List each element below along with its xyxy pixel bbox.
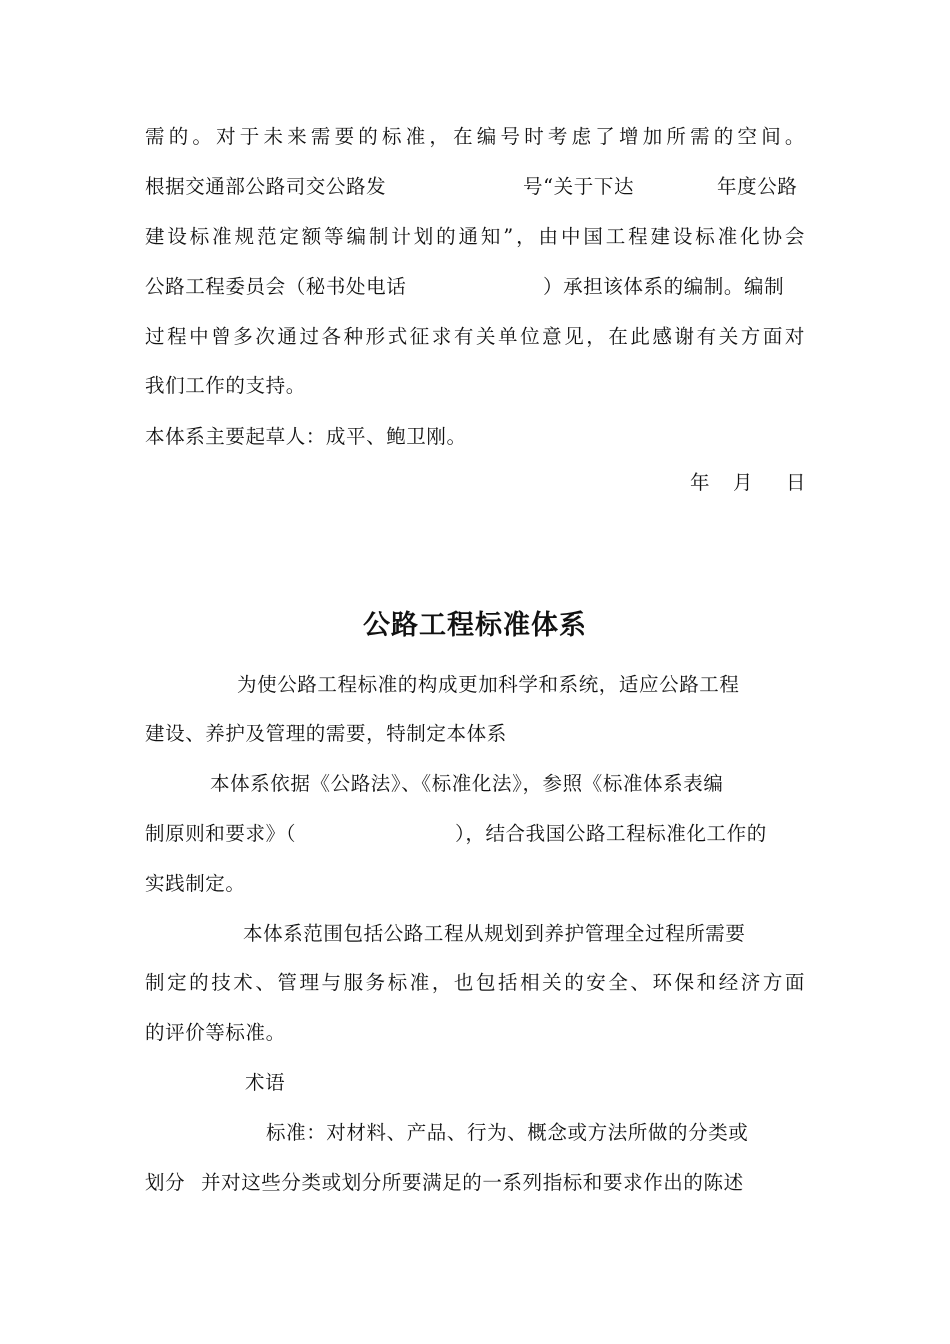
date-month: 月 [733, 471, 753, 494]
text-line: 过程中曾多次通过各种形式征求有关单位意见，在此感谢有关方面对 [145, 325, 805, 348]
text-segment: 制原则和要求》（ [145, 822, 297, 845]
text-segment: 划分 [145, 1171, 186, 1194]
text-segment: 根据交通部公路司交公路发 [145, 175, 387, 198]
text-line: 制定的技术、管理与服务标准，也包括相关的安全、环保和经济方面 [145, 971, 805, 994]
text-line [145, 174, 805, 200]
section-heading-terms: 术语 [245, 1071, 286, 1094]
text-line: 的评价等标准。 [145, 1021, 286, 1044]
text-line: 我们工作的支持。 [145, 374, 306, 397]
text-line: 标准：对材料、产品、行为、概念或方法所做的分类或 [266, 1121, 749, 1144]
text-line [145, 274, 805, 300]
text-line: 建设、养护及管理的需要，特制定本体系 [145, 722, 507, 745]
page-title: 公路工程标准体系 [363, 610, 587, 641]
text-segment: 年度公路 [717, 175, 798, 198]
text-segment: ），结合我国公路工程标准化工作的 [455, 822, 767, 845]
text-line: 建设标准规范定额等编制计划的通知”，由中国工程建设标准化协会 [145, 225, 805, 248]
text-segment: ）承担该体系的编制。编制 [543, 275, 785, 298]
text-line [145, 821, 805, 847]
text-line: 为使公路工程标准的构成更加科学和系统，适应公路工程 [237, 673, 740, 696]
text-line: 需的。对于未来需要的标准，在编号时考虑了增加所需的空间。 [145, 125, 805, 148]
text-line [145, 1170, 805, 1196]
text-segment: 并对这些分类或划分所要满足的一系列指标和要求作出的陈述 [201, 1171, 744, 1194]
date-year: 年 [690, 471, 710, 494]
drafters-line: 本体系主要起草人：成平、鲍卫刚。 [145, 425, 467, 448]
text-line: 本体系依据《公路法》、《标准化法》，参照《标准体系表编 [210, 772, 724, 795]
text-line: 实践制定。 [145, 872, 246, 895]
date-line [690, 470, 805, 496]
date-day: 日 [786, 471, 806, 494]
text-segment: 号“关于下达 [523, 175, 635, 198]
text-segment: 公路工程委员会（秘书处电话 [145, 275, 407, 298]
text-line: 本体系范围包括公路工程从规划到养护管理全过程所需要 [243, 922, 746, 945]
